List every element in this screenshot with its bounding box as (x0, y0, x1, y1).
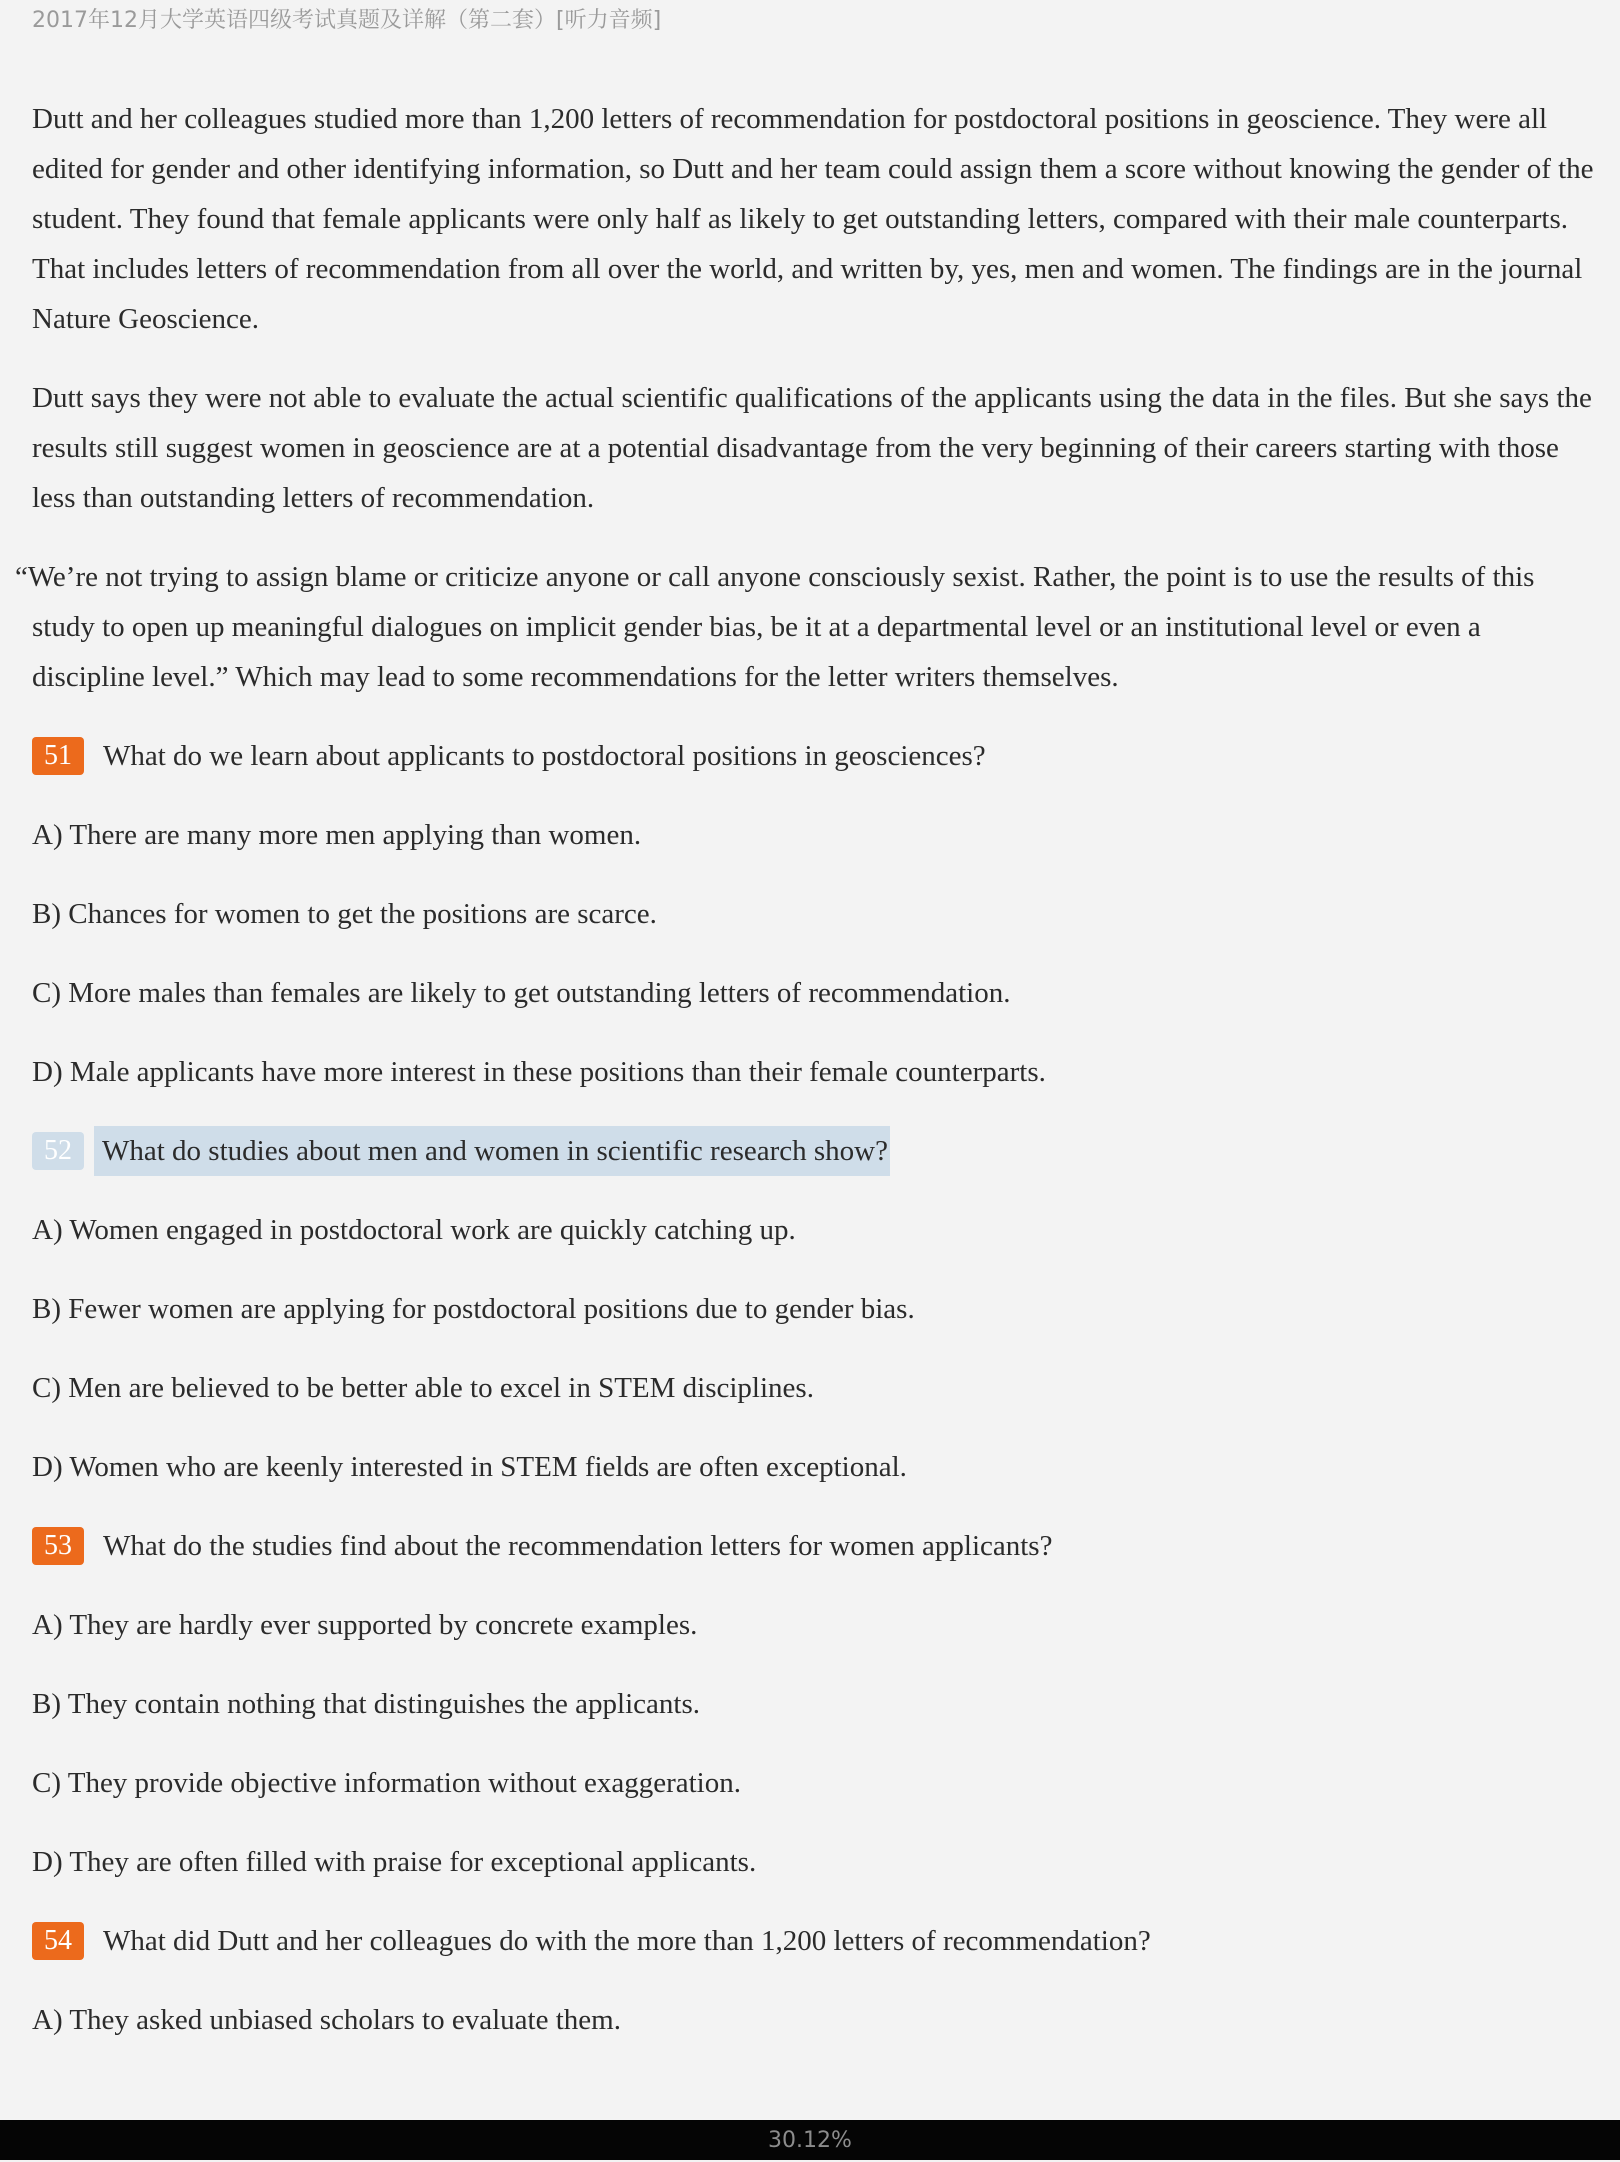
question-text: What do we learn about applicants to postdoctoral positions in geosciences? (103, 740, 986, 772)
question-text: What do the studies find about the recommendation letters for women applicants? (103, 1530, 1053, 1562)
answer-option[interactable]: B) Chances for women to get the positions are scarce. (32, 898, 657, 930)
answer-option[interactable]: C) Men are believed to be better able to excel in STEM disciplines. (32, 1372, 814, 1404)
answer-option[interactable]: A) They asked unbiased scholars to evaluate them. (32, 2004, 621, 2036)
answer-option[interactable]: A) They are hardly ever supported by concrete examples. (32, 1609, 698, 1641)
passage-paragraph: “We’re not trying to assign blame or criticize anyone or call anyone consciously sexist. Rather, the point is to use the results of this study to open up meaningful dialogues on implicit gender bias, be it at a departmental level or an institutional level or even a discipline level.” Which may lead to some recommendations for the letter writers themselves. (15, 561, 1535, 693)
question-number-badge: 53 (32, 1527, 84, 1565)
question-text: What did Dutt and her colleagues do with the more than 1,200 letters of recommendation? (103, 1925, 1151, 1957)
reading-progress-bar (0, 2120, 1620, 2160)
question-item (32, 1916, 1620, 1966)
passage-paragraph: Dutt and her colleagues studied more than 1,200 letters of recommendation for postdoctoral positions in geoscience. They were all edited for gender and other identifying information, so Dutt and her team could assign them a score without knowing the gender of the student. They found that female applicants were only half as likely to get outstanding letters, compared with their male counterparts. That includes letters of recommendation from all over the world, and written by, yes, men and women. The findings are in the journal Nature Geoscience. (32, 103, 1594, 335)
question-item-selected (32, 1126, 1620, 1176)
answer-option[interactable]: D) They are often filled with praise for exceptional applicants. (32, 1846, 757, 1878)
answer-option[interactable]: B) Fewer women are applying for postdoctoral positions due to gender bias. (32, 1293, 915, 1325)
answer-option[interactable]: C) More males than females are likely to get outstanding letters of recommendation. (32, 977, 1011, 1009)
question-number-badge: 52 (32, 1132, 84, 1170)
page-title: 2017年12月大学英语四级考试真题及详解（第二套）[听力音频] (32, 8, 662, 33)
question-number-badge: 54 (32, 1922, 84, 1960)
answer-option[interactable]: D) Male applicants have more interest in these positions than their female counterparts. (32, 1056, 1046, 1088)
question-item (32, 1521, 1620, 1571)
answer-option[interactable]: C) They provide objective information without exaggeration. (32, 1767, 741, 1799)
question-item (32, 731, 1620, 781)
answer-option[interactable]: B) They contain nothing that distinguishes the applicants. (32, 1688, 700, 1720)
reading-progress-text: 30.12% (768, 2128, 852, 2153)
answer-option[interactable]: A) Women engaged in postdoctoral work are quickly catching up. (32, 1214, 796, 1246)
answer-option[interactable]: A) There are many more men applying than women. (32, 819, 642, 851)
passage-paragraph: Dutt says they were not able to evaluate the actual scientific qualifications of the applicants using the data in the files. But she says the results still suggest women in geoscience are at a potential disadvantage from the very beginning of their careers starting with those less than outstanding letters of recommendation. (32, 382, 1592, 514)
reader-content[interactable] (0, 94, 1620, 2074)
question-text-highlighted[interactable]: What do studies about men and women in scientific research show? (94, 1126, 890, 1176)
answer-option[interactable]: D) Women who are keenly interested in STEM fields are often exceptional. (32, 1451, 907, 1483)
question-number-badge: 51 (32, 737, 84, 775)
